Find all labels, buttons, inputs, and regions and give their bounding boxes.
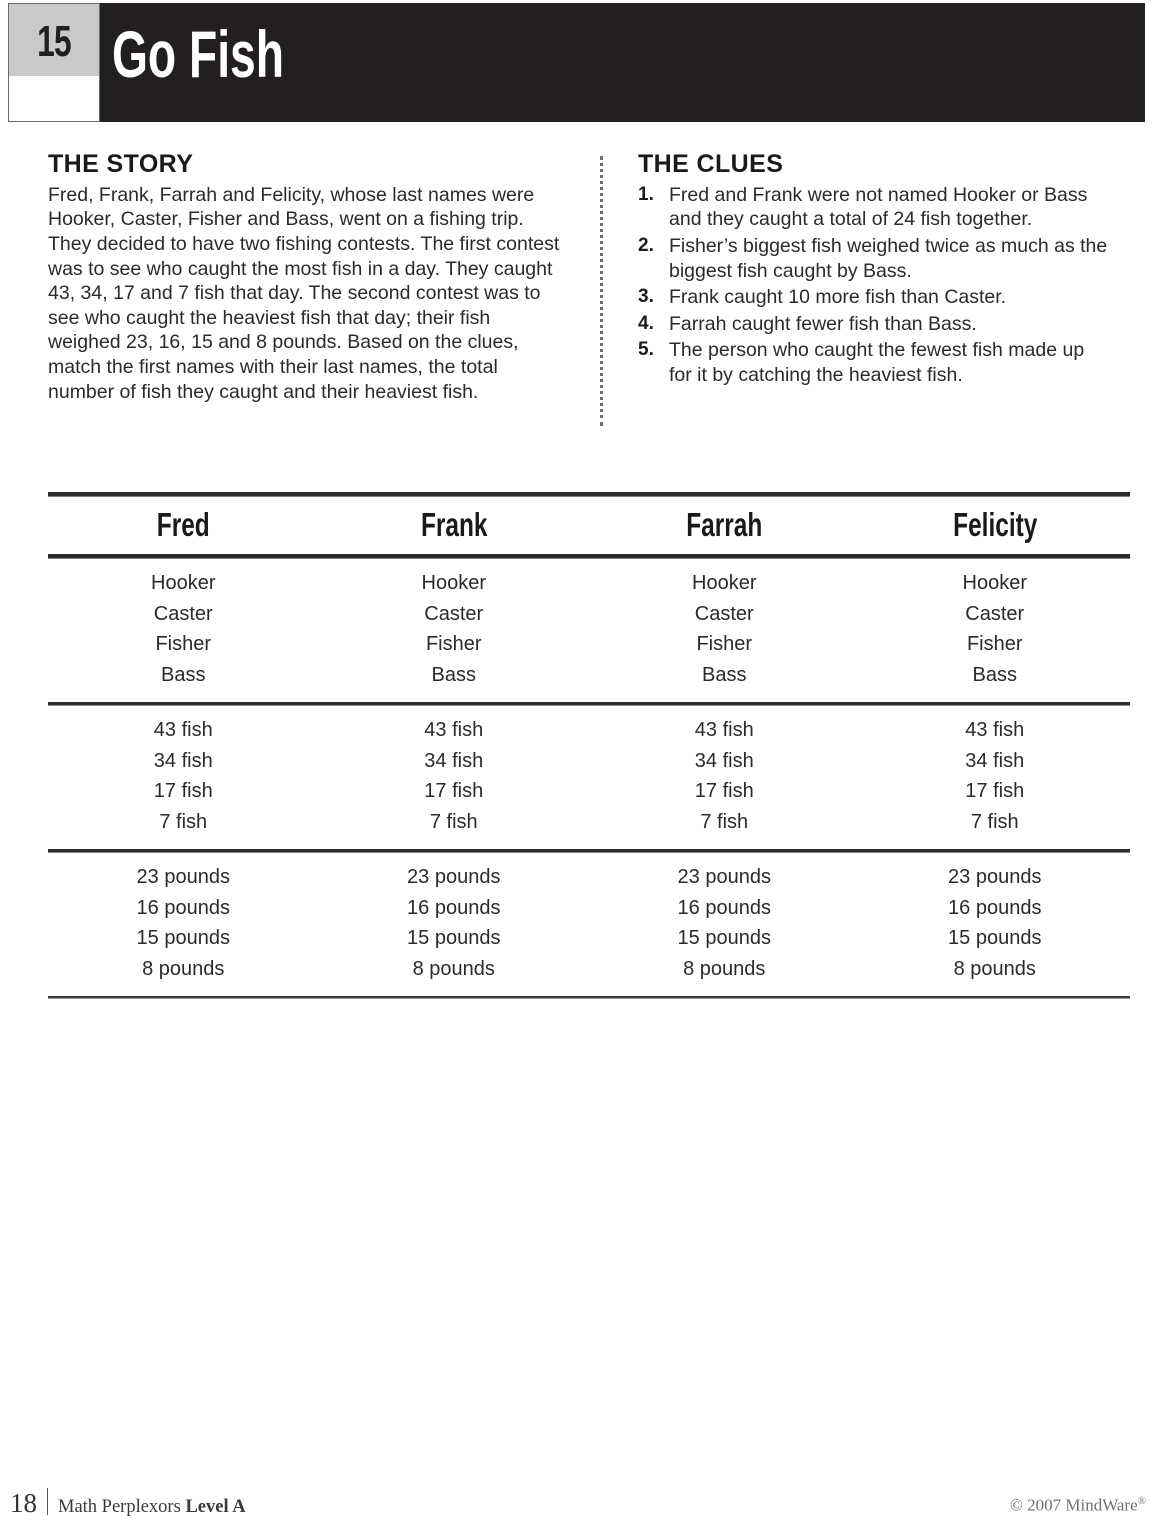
surname-option[interactable]: Bass <box>161 663 206 686</box>
fish-options-column <box>860 715 1131 837</box>
fish-options-column <box>589 715 860 837</box>
clue-number: 3. <box>638 286 654 308</box>
footer-series-level: Level A <box>185 1497 246 1517</box>
footer-divider <box>47 1488 48 1515</box>
fish-options-column <box>48 715 319 837</box>
weight-option[interactable]: 23 pounds <box>677 866 771 888</box>
weight-option[interactable]: 8 pounds <box>412 957 495 980</box>
surname-options-column <box>589 568 860 690</box>
surname-option[interactable]: Hooker <box>692 572 757 594</box>
surname-option[interactable]: Caster <box>965 602 1025 625</box>
registered-trademark-icon: ® <box>1137 1495 1146 1508</box>
fish-counts-block <box>48 706 1130 849</box>
page-footer <box>0 1484 1168 1518</box>
surname-options-column <box>48 568 319 690</box>
clues-section <box>638 150 1108 390</box>
surname-option[interactable]: Bass <box>431 663 476 686</box>
surname-option[interactable]: Fisher <box>696 633 753 655</box>
column-divider <box>600 156 603 426</box>
story-heading: THE STORY <box>48 150 194 178</box>
surnames-block <box>48 559 1130 702</box>
surname-option[interactable]: Fisher <box>425 633 482 655</box>
surname-option[interactable]: Bass <box>972 663 1017 686</box>
fish-option[interactable]: 7 fish <box>970 810 1019 833</box>
footer-series <box>58 1497 246 1518</box>
fish-option[interactable]: 7 fish <box>159 810 208 833</box>
clue-text: Frank caught 10 more fish than Caster. <box>669 286 1007 309</box>
surname-option[interactable]: Caster <box>694 602 754 625</box>
footer-page-number: 18 <box>10 1488 37 1518</box>
fish-option[interactable]: 34 fish <box>965 749 1025 772</box>
content-columns <box>0 150 1168 440</box>
footer-left-group <box>10 1485 246 1518</box>
fish-option[interactable]: 34 fish <box>153 749 213 772</box>
fish-option[interactable]: 17 fish <box>694 780 754 802</box>
weight-options-column <box>589 862 860 984</box>
surname-option[interactable]: Hooker <box>962 572 1027 594</box>
fish-option[interactable]: 17 fish <box>965 780 1025 802</box>
fish-option[interactable]: 43 fish <box>424 719 484 741</box>
fish-option[interactable]: 34 fish <box>694 749 754 772</box>
story-section <box>48 150 568 404</box>
fish-option[interactable]: 17 fish <box>153 780 213 802</box>
clue-item <box>638 338 1108 387</box>
clue-item <box>638 312 1108 337</box>
surname-option[interactable]: Hooker <box>151 572 216 594</box>
weight-option[interactable]: 23 pounds <box>407 866 501 888</box>
weight-options-column <box>860 862 1131 984</box>
clue-number: 4. <box>638 312 654 334</box>
clue-item <box>638 234 1108 283</box>
clue-item <box>638 285 1108 310</box>
weight-option[interactable]: 15 pounds <box>136 927 230 949</box>
fish-options-column <box>319 715 590 837</box>
surname-option[interactable]: Caster <box>424 602 484 625</box>
clue-item <box>638 183 1108 232</box>
clues-list <box>638 183 1108 388</box>
copyright-text: © 2007 MindWare <box>1009 1496 1138 1515</box>
fish-option[interactable]: 17 fish <box>424 780 484 802</box>
fish-option[interactable]: 43 fish <box>153 719 213 741</box>
story-body: Fred, Frank, Farrah and Felicity, whose last names were Hooker, Caster, Fisher and Bass, went on a fishing trip. They decided to have two fishing contests. The first contest was to see who caught the most fish in a day. They caught 43, 34, 17 and 7 fish that day. The second contest was to see who caught the heaviest fish that day; their fish weighed 23, 16, 15 and 8 pounds. Based on the clues, match the first names with their last names, the total number of fish they caught and their heaviest fish. <box>48 183 560 403</box>
table-rule-bottom <box>48 996 1130 999</box>
weight-option[interactable]: 16 pounds <box>948 896 1042 919</box>
table-header-row <box>48 497 1130 554</box>
weight-option[interactable]: 16 pounds <box>677 896 771 919</box>
clue-number: 1. <box>638 183 654 205</box>
fish-option[interactable]: 34 fish <box>424 749 484 772</box>
fish-option[interactable]: 43 fish <box>694 719 754 741</box>
surname-options-column <box>319 568 590 690</box>
footer-series-name: Math Perplexors <box>58 1497 186 1517</box>
fish-option[interactable]: 7 fish <box>429 810 478 833</box>
clue-number: 5. <box>638 339 654 361</box>
clue-text: Fisher’s biggest fish weighed twice as much as the biggest fish caught by Bass. <box>669 234 1108 282</box>
weight-options-column <box>48 862 319 984</box>
weight-option[interactable]: 23 pounds <box>948 866 1042 888</box>
weight-option[interactable]: 8 pounds <box>683 957 766 980</box>
clue-text: Farrah caught fewer fish than Bass. <box>669 312 977 335</box>
surname-option[interactable]: Fisher <box>966 633 1023 655</box>
weight-option[interactable]: 15 pounds <box>407 927 501 949</box>
puzzle-number-box <box>8 3 100 122</box>
weights-block <box>48 853 1130 996</box>
puzzle-number: 15 <box>37 17 71 66</box>
surname-option[interactable]: Hooker <box>421 572 486 594</box>
weight-option[interactable]: 23 pounds <box>136 866 230 888</box>
table-column-header: Farrah <box>686 506 763 543</box>
surname-option[interactable]: Fisher <box>155 633 212 655</box>
weight-option[interactable]: 15 pounds <box>677 927 771 949</box>
clue-text: Fred and Frank were not named Hooker or Bass and they caught a total of 24 fish together. <box>669 183 1088 231</box>
surname-option[interactable]: Caster <box>153 602 213 625</box>
weight-options-column <box>319 862 590 984</box>
clue-text: The person who caught the fewest fish made up for it by catching the heaviest fish. <box>669 339 1085 386</box>
weight-option[interactable]: 16 pounds <box>136 896 230 919</box>
footer-copyright <box>1010 1495 1146 1516</box>
clue-number: 2. <box>638 234 654 256</box>
fish-option[interactable]: 43 fish <box>965 719 1025 741</box>
surname-option[interactable]: Bass <box>702 663 747 686</box>
table-column-header: Fred <box>156 506 210 543</box>
table-column-header: Frank <box>420 506 488 543</box>
clues-heading: THE CLUES <box>638 150 784 178</box>
table-column-header: Felicity <box>952 506 1037 543</box>
weight-option[interactable]: 8 pounds <box>142 957 225 980</box>
fish-option[interactable]: 7 fish <box>700 810 749 833</box>
page-title: Go Fish <box>112 17 284 91</box>
surname-options-column <box>860 568 1131 690</box>
weight-option[interactable]: 15 pounds <box>948 927 1042 949</box>
weight-option[interactable]: 16 pounds <box>407 896 501 919</box>
answer-grid-table <box>48 492 1130 999</box>
weight-option[interactable]: 8 pounds <box>953 957 1036 980</box>
